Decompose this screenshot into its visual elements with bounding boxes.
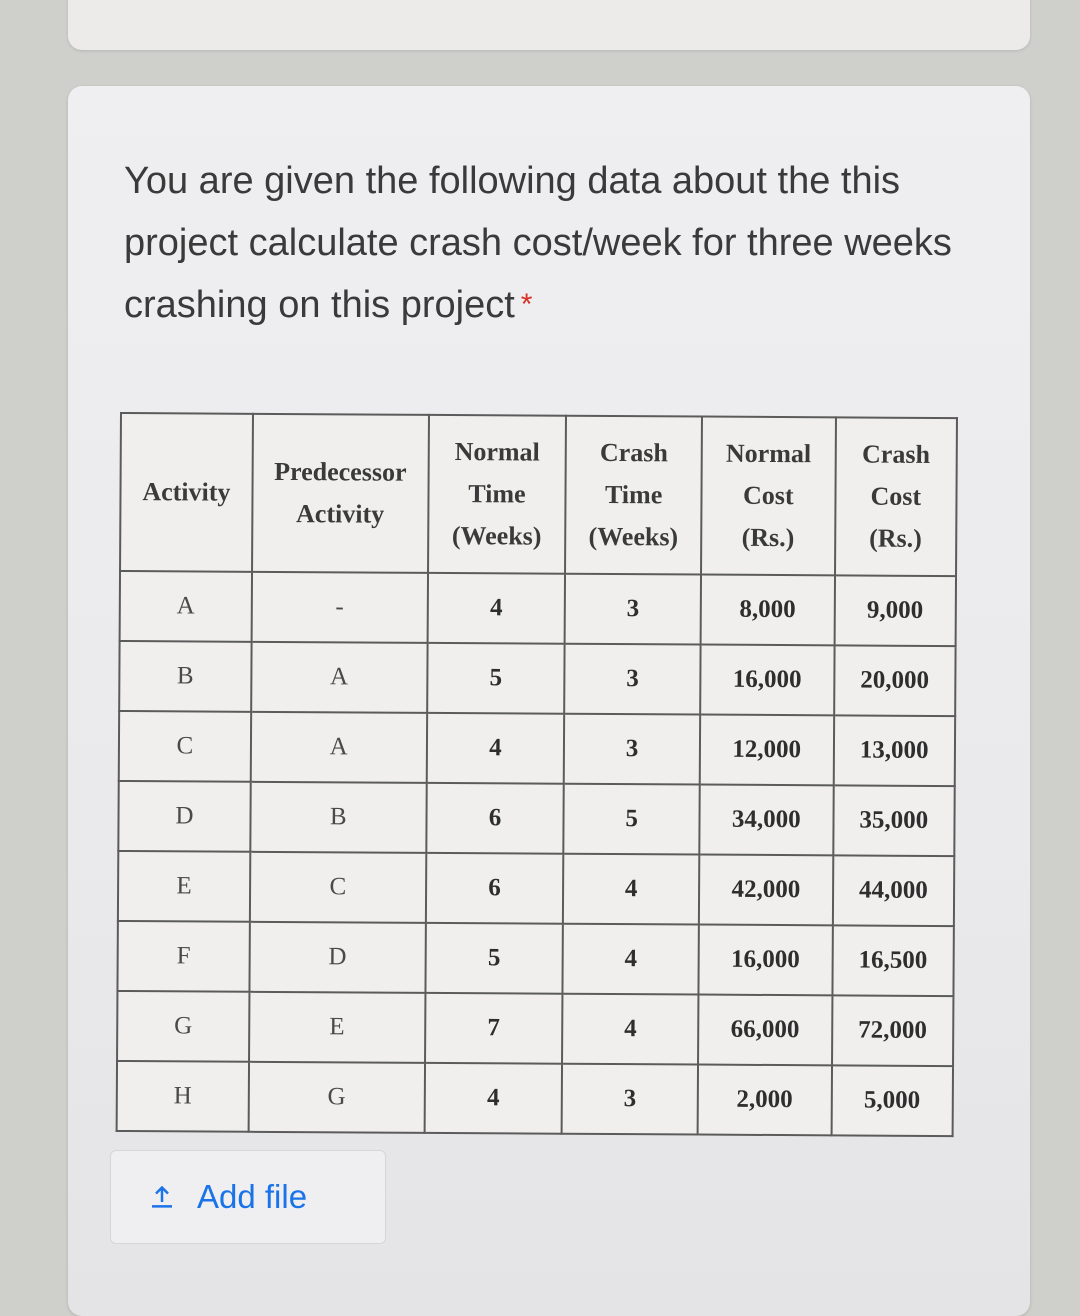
header-line: Normal bbox=[725, 438, 812, 469]
cell-normal-cost: 16,000 bbox=[698, 925, 832, 996]
header-line: (Weeks) bbox=[451, 521, 542, 551]
table-row bbox=[118, 851, 954, 926]
cell-predecessor: A bbox=[251, 642, 427, 713]
header-predecessor bbox=[252, 414, 429, 573]
header-line: Crash bbox=[861, 439, 931, 469]
header-normal-cost bbox=[701, 417, 836, 576]
cell-crash-time: 3 bbox=[562, 1064, 698, 1135]
cell-activity: H bbox=[117, 1061, 249, 1132]
cell-normal-cost: 34,000 bbox=[699, 785, 833, 856]
header-line: Normal bbox=[454, 437, 540, 467]
cell-crash-time: 5 bbox=[564, 784, 700, 855]
cell-predecessor: A bbox=[251, 712, 427, 783]
cell-crash-time: 4 bbox=[563, 854, 699, 925]
cell-predecessor: C bbox=[250, 852, 426, 923]
cell-crash-time: 4 bbox=[562, 994, 698, 1065]
cell-normal-time: 5 bbox=[427, 643, 565, 714]
table-row bbox=[120, 571, 956, 646]
cell-activity: E bbox=[118, 851, 250, 922]
cell-activity: C bbox=[119, 711, 251, 782]
cell-crash-cost: 20,000 bbox=[834, 645, 956, 716]
table-row bbox=[117, 991, 953, 1066]
cell-normal-time: 4 bbox=[426, 713, 564, 784]
header-normal-time bbox=[428, 415, 567, 574]
table-row bbox=[118, 781, 954, 856]
cell-crash-time: 4 bbox=[563, 924, 699, 995]
cell-normal-cost: 16,000 bbox=[700, 645, 834, 716]
header-line: Crash bbox=[599, 437, 668, 468]
cell-activity: B bbox=[119, 641, 251, 712]
cell-crash-cost: 72,000 bbox=[832, 995, 954, 1066]
cell-crash-time: 3 bbox=[564, 644, 700, 715]
header-line: Time bbox=[604, 479, 663, 510]
cell-crash-cost: 5,000 bbox=[831, 1065, 953, 1136]
project-data-table bbox=[116, 412, 958, 1137]
table-row bbox=[117, 1061, 953, 1136]
cell-crash-cost: 35,000 bbox=[833, 785, 955, 856]
cell-activity: G bbox=[117, 991, 249, 1062]
cell-normal-time: 4 bbox=[424, 1063, 562, 1134]
header-line: Cost bbox=[742, 480, 794, 511]
add-file-label: Add file bbox=[197, 1178, 308, 1215]
add-file-button[interactable] bbox=[110, 1150, 386, 1244]
cell-normal-time: 5 bbox=[425, 923, 563, 994]
cell-predecessor: B bbox=[250, 782, 426, 853]
header-line: Activity bbox=[142, 477, 231, 507]
header-line: Activity bbox=[295, 499, 385, 529]
cell-normal-cost: 2,000 bbox=[698, 1065, 832, 1136]
header-crash-cost bbox=[835, 417, 957, 576]
header-line: Cost bbox=[870, 481, 922, 511]
header-line: (Rs.) bbox=[741, 522, 795, 553]
cell-crash-cost: 9,000 bbox=[834, 575, 956, 646]
cell-predecessor: G bbox=[248, 1062, 424, 1133]
header-line: Time bbox=[468, 479, 526, 509]
cell-predecessor: E bbox=[249, 992, 425, 1063]
header-line: Predecessor bbox=[274, 456, 407, 487]
table-header-row bbox=[120, 413, 957, 576]
cell-normal-cost: 8,000 bbox=[701, 575, 835, 646]
header-line: (Rs.) bbox=[869, 523, 922, 553]
question-text bbox=[124, 150, 954, 336]
cell-predecessor: - bbox=[251, 572, 427, 643]
header-crash-time bbox=[565, 416, 702, 575]
question-title: You are given the following data about the this project calculate crash cost/week for three weeks crashing on this project bbox=[124, 160, 952, 326]
cell-crash-time: 3 bbox=[564, 714, 700, 785]
table-row bbox=[117, 921, 953, 996]
cell-normal-cost: 12,000 bbox=[700, 715, 834, 786]
cell-normal-time: 7 bbox=[425, 993, 563, 1064]
table-row bbox=[119, 641, 955, 716]
cell-normal-time: 6 bbox=[426, 783, 564, 854]
cell-activity: D bbox=[118, 781, 250, 852]
cell-normal-time: 6 bbox=[426, 853, 564, 924]
cell-normal-cost: 42,000 bbox=[699, 855, 833, 926]
table-row bbox=[119, 711, 955, 786]
cell-activity: F bbox=[117, 921, 249, 992]
cell-predecessor: D bbox=[249, 922, 425, 993]
cell-crash-cost: 16,500 bbox=[832, 925, 954, 996]
cell-normal-cost: 66,000 bbox=[698, 995, 832, 1066]
cell-activity: A bbox=[120, 571, 252, 642]
previous-question-card bbox=[68, 0, 1030, 50]
header-line: (Weeks) bbox=[588, 521, 679, 552]
cell-crash-cost: 44,000 bbox=[832, 855, 954, 926]
cell-normal-time: 4 bbox=[427, 573, 565, 644]
required-marker: * bbox=[520, 288, 533, 321]
cell-crash-time: 3 bbox=[565, 574, 701, 645]
cell-crash-cost: 13,000 bbox=[833, 715, 955, 786]
header-activity bbox=[120, 413, 253, 572]
upload-icon bbox=[147, 1182, 177, 1212]
